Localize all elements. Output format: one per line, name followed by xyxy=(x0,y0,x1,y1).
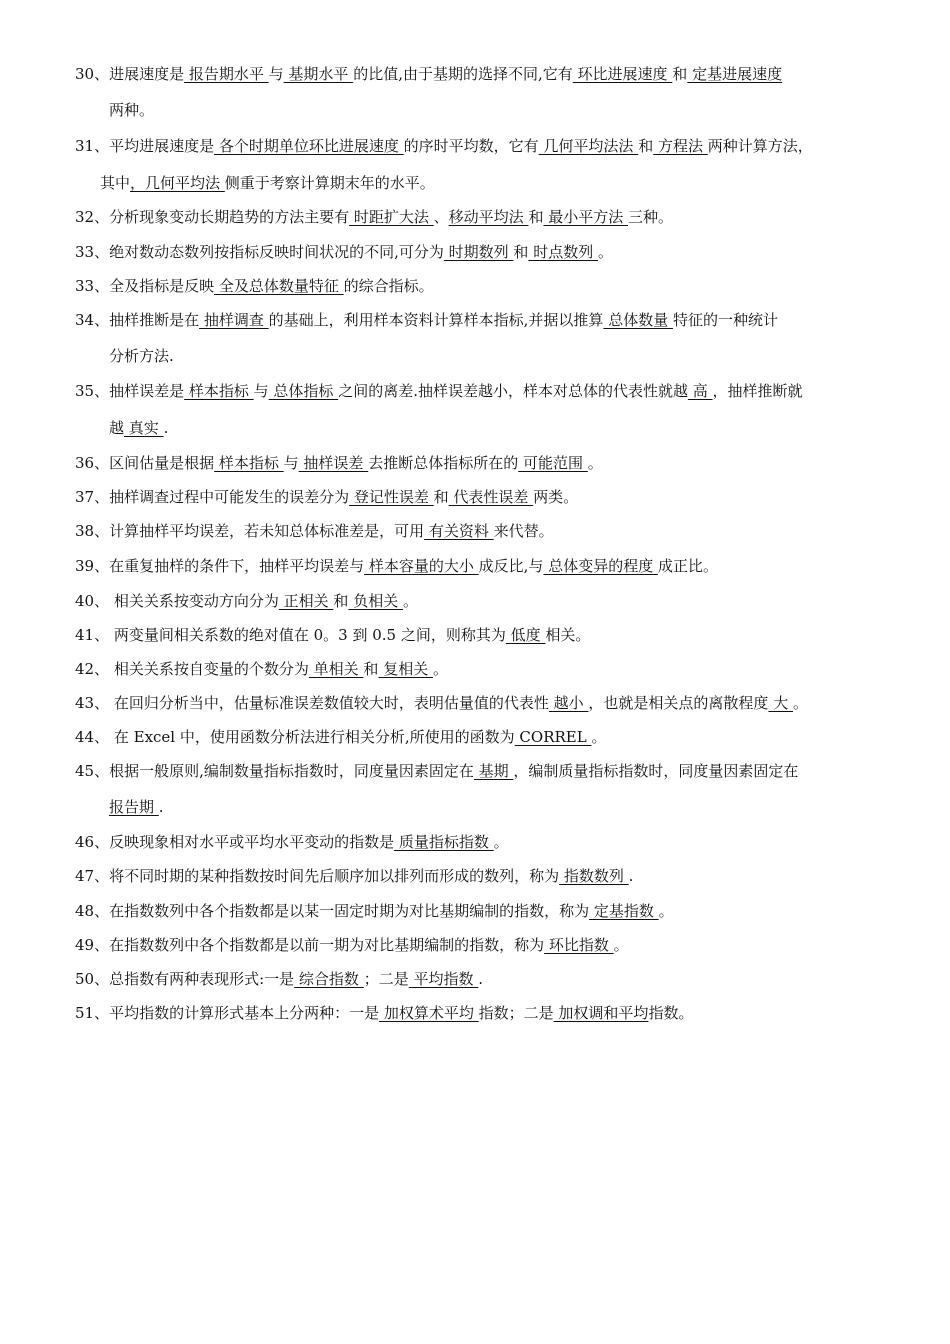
text-line xyxy=(75,1002,693,1024)
answer-blank: 可能范围 xyxy=(518,454,588,472)
answer-blank: 加权算术平均 xyxy=(379,1004,479,1022)
text-segment: 。 xyxy=(658,902,674,920)
text-segment: 指数；二是 xyxy=(478,1004,554,1022)
answer-blank: 总体指标 xyxy=(268,382,339,400)
text-segment: . xyxy=(163,419,169,437)
answer-blank: 复相关 xyxy=(378,660,433,678)
text-line xyxy=(75,900,674,922)
answer-blank: 环比指数 xyxy=(544,936,614,954)
text-segment: 33、绝对数动态数列按指标反映时间状况的不同,可分为 xyxy=(75,243,444,261)
text-segment: 与 xyxy=(268,65,284,83)
answer-blank: 真实 xyxy=(124,419,164,437)
text-segment: 。 xyxy=(402,592,418,610)
text-segment: 41、 两变量间相关系数的绝对值在 0。3 到 0.5 之间，则称其为 xyxy=(75,626,506,644)
answer-blank: 综合指数 xyxy=(294,970,364,988)
text-segment: 。 xyxy=(613,936,629,954)
answer-blank: 总体变异的程度 xyxy=(543,557,658,575)
answer-blank: CORREL xyxy=(514,728,592,746)
text-segment: 与 xyxy=(283,454,299,472)
text-segment: 和 xyxy=(433,488,449,506)
answer-blank: 基期水平 xyxy=(283,65,354,83)
text-line xyxy=(109,345,174,367)
text-segment: 。 xyxy=(591,728,607,746)
text-segment: 三种。 xyxy=(628,208,674,226)
answer-blank: 指数数列 xyxy=(559,867,629,885)
text-segment: 38、计算抽样平均误差，若未知总体标准差是，可用 xyxy=(75,522,425,540)
text-line xyxy=(75,692,808,714)
text-segment: 之间的离差.抽样误差越小，样本对总体的代表性就越 xyxy=(338,382,688,400)
text-line xyxy=(75,968,483,990)
answer-blank: 单相关 xyxy=(308,660,364,678)
text-line xyxy=(75,241,613,263)
text-segment: 成正比。 xyxy=(657,557,718,575)
answer-blank: 时距扩大法 xyxy=(349,208,434,226)
answer-blank: 平均指数 xyxy=(408,970,479,988)
answer-blank: 各个时期单位环比进展速度 xyxy=(214,137,404,155)
answer-blank: 定基指数 xyxy=(589,902,659,920)
answer-blank: 越小 xyxy=(548,694,589,712)
answer-blank: 时点数列 xyxy=(528,243,598,261)
text-segment: 两类。 xyxy=(533,488,579,506)
text-line xyxy=(75,590,418,612)
text-segment: 去推断总体指标所在的 xyxy=(368,454,519,472)
text-line xyxy=(75,135,813,157)
text-segment: 相关。 xyxy=(545,626,591,644)
answer-blank: 质量指标指数 xyxy=(394,833,494,851)
text-segment: 和 xyxy=(672,65,688,83)
text-line xyxy=(75,726,606,748)
text-segment: 两种计算方法， xyxy=(707,137,813,155)
text-segment: 和 xyxy=(528,208,544,226)
text-line xyxy=(109,417,168,439)
text-segment: ，也就是相关点的离散程度 xyxy=(588,694,769,712)
text-segment: 36、区间估量是根据 xyxy=(75,454,215,472)
text-line xyxy=(75,624,590,646)
text-segment: 指数。 xyxy=(648,1004,694,1022)
text-segment: 两种。 xyxy=(109,101,155,119)
text-segment: 的基础上，利用样本资料计算样本指标,并据以推算 xyxy=(268,311,604,329)
text-line xyxy=(75,63,782,85)
text-segment: 49、在指数数列中各个指数都是以前一期为对比基期编制的指数，称为 xyxy=(75,936,545,954)
text-line xyxy=(75,658,448,680)
text-segment: 。 xyxy=(792,694,808,712)
text-segment: 45、根据一般原则,编制数量指标指数时，同度量因素固定在 xyxy=(75,762,474,780)
text-segment: ，抽样推断就 xyxy=(712,382,803,400)
text-segment: 47、将不同时期的某种指数按时间先后顺序加以排列而形成的数列，称为 xyxy=(75,867,560,885)
answer-blank: 抽样调查 xyxy=(199,311,269,329)
text-segment: 和 xyxy=(333,592,349,610)
answer-blank: 报告期 xyxy=(109,798,159,816)
answer-blank: 大 xyxy=(768,694,793,712)
answer-blank: 基期 xyxy=(473,762,514,780)
text-segment: . xyxy=(628,867,634,885)
text-segment: 50、总指数有两种表现形式:一是 xyxy=(75,970,295,988)
text-segment: 51、平均指数的计算形式基本上分两种：一是 xyxy=(75,1004,380,1022)
text-segment: 特征的一种统计 xyxy=(672,311,778,329)
text-segment: 、 xyxy=(433,208,449,226)
answer-blank: 时期数列 xyxy=(443,243,514,261)
answer-blank: 移动平均法 xyxy=(448,208,529,226)
answer-blank: 环比进展速度 xyxy=(572,65,673,83)
text-line xyxy=(75,486,578,508)
answer-blank: 抽样误差 xyxy=(298,454,369,472)
text-segment: 30、进展速度是 xyxy=(75,65,185,83)
text-segment: . xyxy=(158,798,164,816)
text-segment: 和 xyxy=(513,243,529,261)
text-line xyxy=(75,275,434,297)
text-segment: 37、抽样调查过程中可能发生的误差分为 xyxy=(75,488,350,506)
text-segment: 34、抽样推断是在 xyxy=(75,311,200,329)
answer-blank: 样本指标 xyxy=(214,454,284,472)
text-segment: 。 xyxy=(493,833,509,851)
answer-blank: 全及总体数量特征 xyxy=(214,277,344,295)
text-segment: 分析方法. xyxy=(109,347,174,365)
text-segment: 。 xyxy=(597,243,613,261)
text-line xyxy=(75,452,603,474)
answer-blank: 定基进展速度 xyxy=(687,65,783,83)
text-segment: 48、在指数数列中各个指数都是以某一固定时期为对比基期编制的指数，称为 xyxy=(75,902,590,920)
text-segment: 46、反映现象相对水平或平均水平变动的指数是 xyxy=(75,833,395,851)
text-segment: 的比值,由于基期的选择不同,它有 xyxy=(353,65,573,83)
text-line xyxy=(75,380,803,402)
text-line xyxy=(75,865,633,887)
text-segment: 39、在重复抽样的条件下，抽样平均误差与 xyxy=(75,557,365,575)
text-segment: ；二是 xyxy=(363,970,409,988)
answer-blank: 最小平方法 xyxy=(543,208,628,226)
text-segment: 。 xyxy=(587,454,603,472)
text-line xyxy=(100,172,435,194)
text-segment: 32、分析现象变动长期趋势的方法主要有 xyxy=(75,208,350,226)
text-segment: 来代替。 xyxy=(493,522,554,540)
answer-blank: 代表性误差 xyxy=(448,488,534,506)
text-segment: 31、平均进展速度是 xyxy=(75,137,215,155)
text-segment: 43、 在回归分析当中，估量标准误差数值较大时，表明估量值的代表性 xyxy=(75,694,549,712)
text-segment: 33、全及指标是反映 xyxy=(75,277,215,295)
text-segment: 与 xyxy=(253,382,269,400)
text-segment: 。 xyxy=(432,660,448,678)
text-segment: 35、抽样误差是 xyxy=(75,382,185,400)
text-segment: 的综合指标。 xyxy=(343,277,434,295)
text-segment: ，编制质量指标指数时，同度量因素固定在 xyxy=(513,762,799,780)
text-line xyxy=(75,934,629,956)
text-segment: 的序时平均数，它有 xyxy=(403,137,539,155)
text-line xyxy=(75,831,509,853)
answer-blank: 低度 xyxy=(505,626,546,644)
answer-blank: 方程法 xyxy=(653,137,708,155)
text-line xyxy=(109,99,154,121)
text-segment: 其中 xyxy=(100,174,131,192)
answer-blank: 有关资料 xyxy=(424,522,494,540)
text-line xyxy=(75,206,673,228)
text-line xyxy=(75,309,778,331)
text-segment: 侧重于考察计算期末年的水平。 xyxy=(224,174,435,192)
answer-blank: 样本容量的大小 xyxy=(364,557,479,575)
answer-blank: 报告期水平 xyxy=(184,65,269,83)
text-segment: 成反比,与 xyxy=(478,557,544,575)
answer-blank: 加权调和平均 xyxy=(553,1004,649,1022)
text-line xyxy=(75,520,554,542)
text-segment: 和 xyxy=(363,660,379,678)
answer-blank: 几何平均法法 xyxy=(538,137,639,155)
answer-blank: 总体数量 xyxy=(603,311,673,329)
text-segment: 42、 相关关系按自变量的个数分为 xyxy=(75,660,309,678)
answer-blank: 正相关 xyxy=(278,592,334,610)
text-segment: 和 xyxy=(638,137,654,155)
text-line xyxy=(75,760,798,782)
answer-blank: 样本指标 xyxy=(184,382,254,400)
answer-blank: 高 xyxy=(687,382,713,400)
answer-blank: 负相关 xyxy=(348,592,403,610)
text-segment: 越 xyxy=(109,419,125,437)
text-segment: . xyxy=(478,970,484,988)
answer-blank: 登记性误差 xyxy=(349,488,434,506)
text-line xyxy=(109,796,164,818)
text-line xyxy=(75,555,718,577)
answer-blank: ，几何平均法 xyxy=(130,174,225,192)
text-segment: 40、 相关关系按变动方向分为 xyxy=(75,592,279,610)
text-segment: 44、 在 Excel 中，使用函数分析法进行相关分析,所使用的函数为 xyxy=(75,728,515,746)
